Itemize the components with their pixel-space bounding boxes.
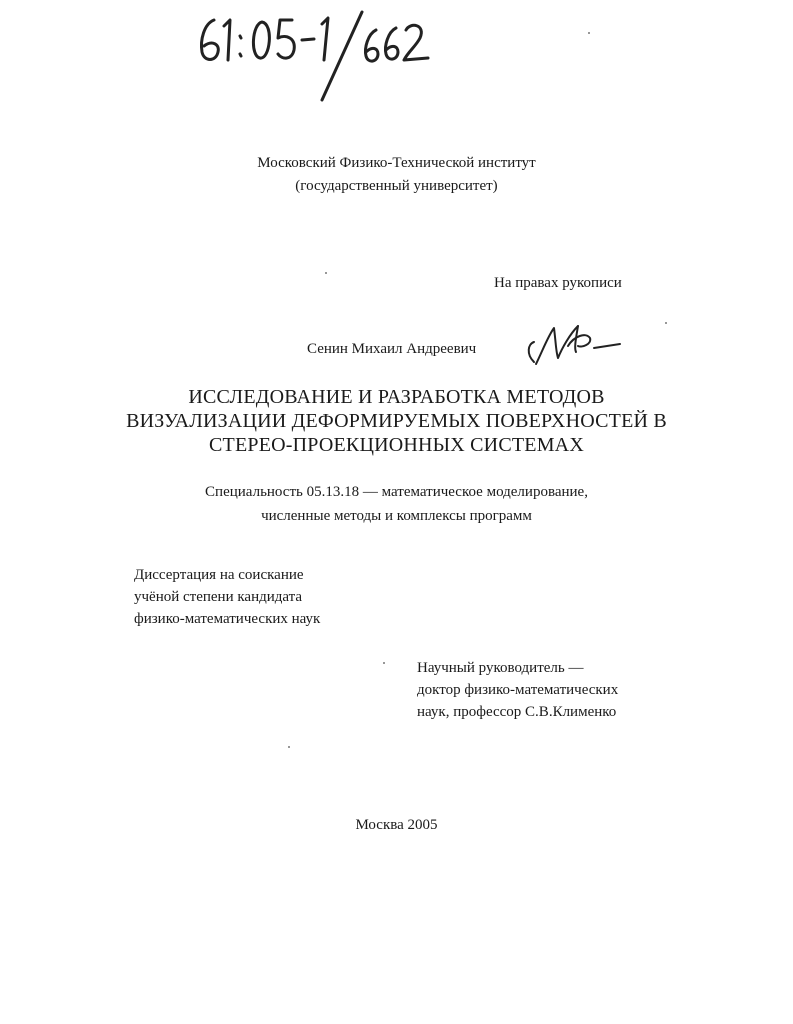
institution-block	[0, 152, 793, 198]
scan-speck	[325, 272, 327, 274]
dissertation-degree-block	[134, 564, 320, 630]
title-line-2: ВИЗУАЛИЗАЦИИ ДЕФОРМИРУЕМЫХ ПОВЕРХНОСТЕЙ В	[126, 410, 667, 432]
city-year: Москва 2005	[355, 817, 438, 833]
advisor-block	[417, 657, 618, 723]
advisor-line-2: доктор физико-математических	[417, 682, 619, 698]
title-line-1: ИССЛЕДОВАНИЕ И РАЗРАБОТКА МЕТОДОВ	[188, 386, 605, 408]
author-signature	[520, 318, 625, 366]
degree-line-2: учёной степени кандидата	[134, 589, 303, 605]
specialty-line-2: численные методы и комплексы программ	[261, 508, 532, 524]
title-line-3: СТЕРЕО-ПРОЕКЦИОННЫХ СИСТЕМАХ	[209, 434, 584, 456]
specialty-block	[0, 480, 793, 528]
advisor-line-3: наук, профессор С.В.Клименко	[417, 704, 617, 720]
institution-name: Московский Физико-Технической институт	[257, 155, 536, 171]
degree-line-1: Диссертация на соискание	[134, 567, 304, 583]
scan-speck	[588, 32, 590, 34]
specialty-line-1: Специальность 05.13.18 — математическое моделирование,	[205, 484, 588, 500]
institution-subtitle: (государственный университет)	[295, 178, 498, 194]
handwritten-archive-mark	[190, 8, 450, 108]
scan-speck	[288, 746, 290, 748]
scan-speck	[383, 662, 385, 664]
degree-line-3: физико-математических наук	[134, 611, 321, 627]
advisor-line-1: Научный руководитель —	[417, 660, 584, 676]
author-name: Сенин Михаил Андреевич	[307, 341, 477, 357]
manuscript-rights: На правах рукописи	[494, 275, 622, 291]
scan-speck	[665, 322, 667, 324]
dissertation-title	[0, 385, 793, 457]
